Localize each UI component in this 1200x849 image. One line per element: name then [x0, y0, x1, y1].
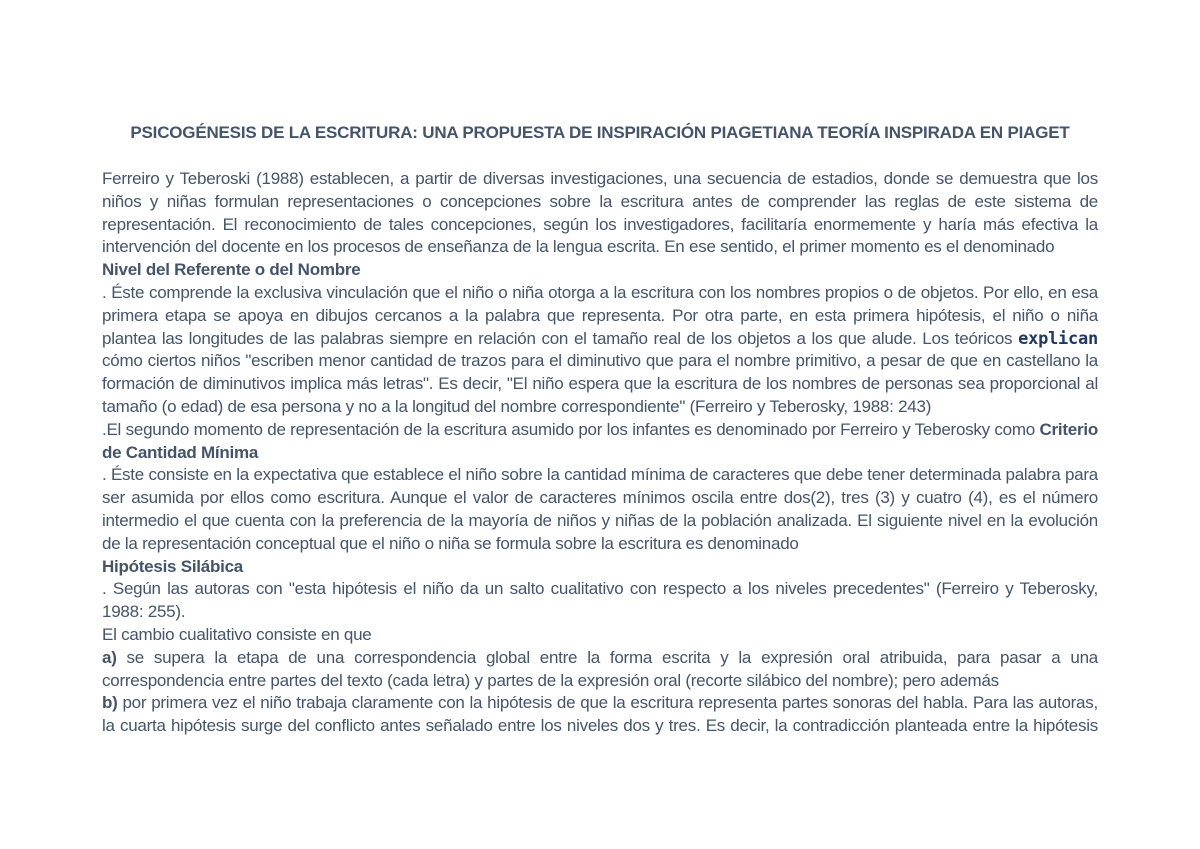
list-item-b	[102, 692, 1098, 738]
paragraph-nivel-referente-part1: . Éste comprende la exclusiva vinculación que el niño o niña otorga a la escritura con los nombres propios o de objetos. Por ello, en esa primera etapa se apoya en dibujos cercanos a la palabra que representa. Por otra parte, en esta primera hipótesis, el niño o niña plantea las longitudes de las palabras siempre en relación con el tamaño real de los objetos a los que alude. Los teóricos	[102, 282, 1098, 348]
heading-criterio-cantidad: Criterio de Cantidad Mínima	[102, 419, 1098, 462]
document-body	[102, 168, 1098, 738]
list-item-a-text: se supera la etapa de una correspondencia global entre la forma escrita y la expresión oral atribuida, para pasar a una correspondencia entre partes del texto (cada letra) y partes de la expresión oral (recorte silábico del nombre); pero además	[102, 647, 1098, 690]
paragraph-intro: Ferreiro y Teberoski (1988) establecen, a partir de diversas investigaciones, una secuencia de estadios, donde se demuestra que los niños y niñas formulan representaciones o concepciones sobre la escritura antes de comprender las reglas de este sistema de representación. El reconocimiento de tales concepciones, según los investigadores, facilitaría enormemente y haría más efectiva la intervención del docente en los procesos de enseñanza de la lengua escrita. En ese sentido, el primer momento es el denominado	[102, 169, 1098, 257]
paragraph-segundo-momento	[102, 419, 1098, 465]
emphasized-word: explican	[1018, 328, 1098, 349]
document-title: PSICOGÉNESIS DE LA ESCRITURA: UNA PROPUESTA DE INSPIRACIÓN PIAGETIANA TEORÍA INSPIRADA EN PIAGET	[130, 123, 1070, 142]
paragraph-cambio-cualitativo: El cambio cualitativo consiste en que	[102, 624, 372, 644]
paragraph-criterio-cantidad: . Éste consiste en la expectativa que establece el niño sobre la cantidad mínima de caracteres que debe tener determinada palabra para ser asumida por ellos como escritura. Aunque el valor de caracteres mínimos oscila entre dos(2), tres (3) y cuatro (4), es el número intermedio el que cuenta con la preferencia de la mayoría de niños y niñas de la población analizada. El siguiente nivel en la evolución de la representación conceptual que el niño o niña se formula sobre la escritura es denominado	[102, 465, 1098, 553]
list-item-a	[102, 647, 1098, 693]
paragraph-hipotesis-silabica: . Según las autoras con "esta hipótesis el niño da un salto cualitativo con respecto a los niveles precedentes" (Ferreiro y Teberosky, 1988: 255).	[102, 579, 1098, 622]
paragraph-nivel-referente	[102, 282, 1098, 419]
list-item-a-label: a)	[102, 647, 117, 667]
paragraph-nivel-referente-part2: cómo ciertos niños "escriben menor cantidad de trazos para el diminutivo que para el nombre primitivo, a pesar de que en castellano la formación de diminutivos implica más letras". Es decir, "El niño espera que la escritura de los nombres de personas sea proporcional al tamaño (o edad) de esa persona y no a la longitud del nombre correspondiente" (Ferreiro y Teberosky, 1988: 243)	[102, 351, 1098, 416]
heading-hipotesis-silabica: Hipótesis Silábica	[102, 556, 243, 576]
heading-nivel-referente: Nivel del Referente o del Nombre	[102, 260, 361, 280]
list-item-b-text: por primera vez el niño trabaja claramente con la hipótesis de que la escritura representa partes sonoras del habla. Para las autoras, la cuarta hipótesis surge del conflicto antes señalado entre los niveles dos y tres. Es decir, la contradicción planteada entre la hipótesis	[102, 693, 1098, 736]
paragraph-segundo-momento-text: .El segundo momento de representación de la escritura asumido por los infantes es denominado por Ferreiro y Teberosky como	[102, 419, 1035, 439]
list-item-b-label: b)	[102, 693, 118, 713]
